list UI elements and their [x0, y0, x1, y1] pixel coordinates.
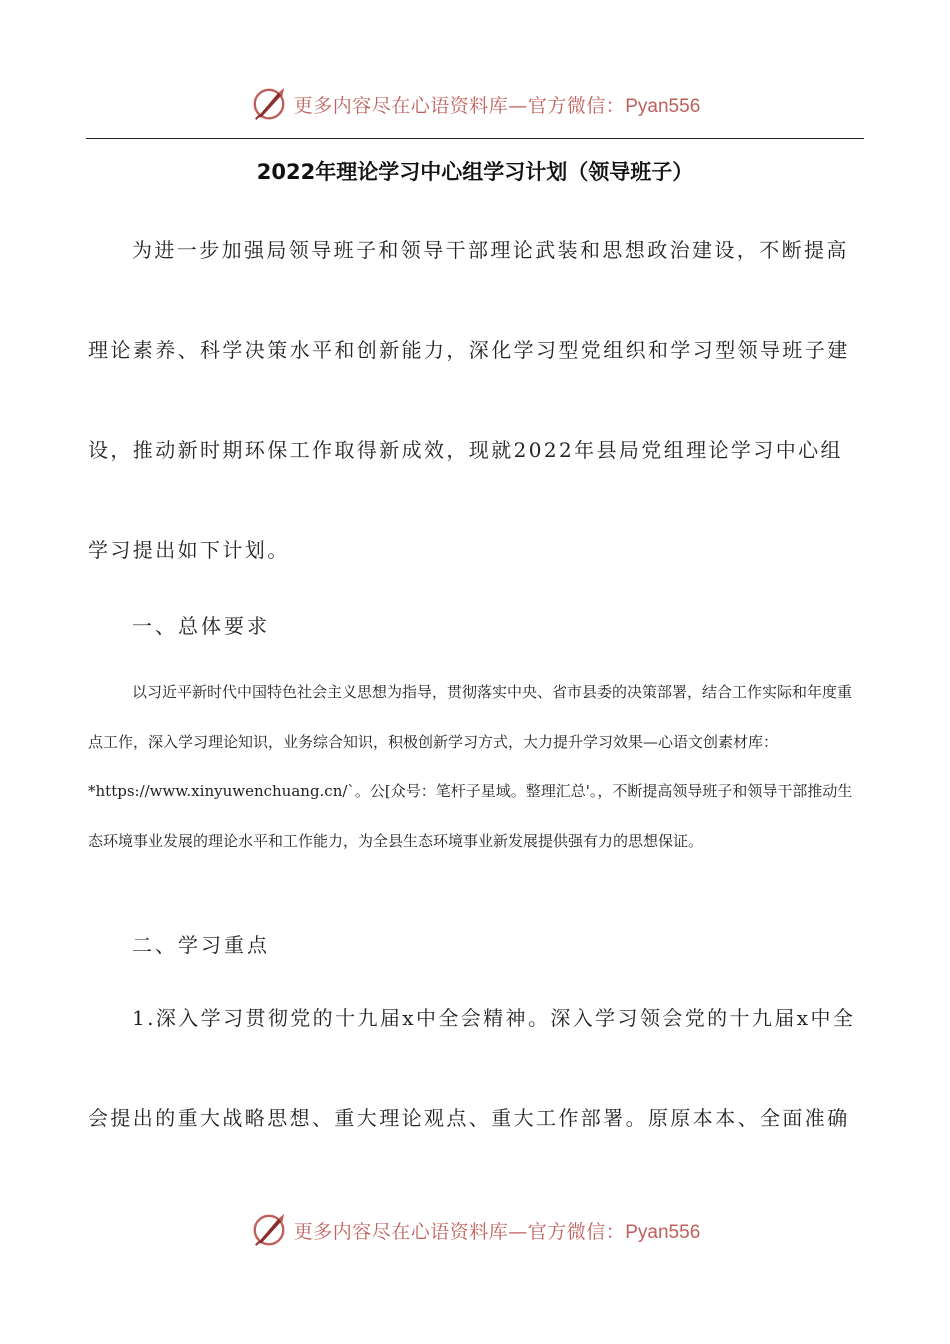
banner-wechat-id: Pyan556	[625, 95, 701, 117]
banner-slogan: 更多内容尽在心语资料库—官方微信：	[293, 1220, 626, 1243]
document-title: 2022年理论学习中心组学习计划（领导班子）	[256, 160, 694, 184]
general-requirements-body: 以习近平新时代中国特色社会主义思想为指导，贯彻落实中央、省市县委的决策部署，结合工作实际和年度重点工作，深入学习理论知识，业务综合知识，积极创新学习方式，大力提升学习效果—心语文创素材库：*https://www.xinyuwenchuang.cn/`。公[众号：笔杆子星域。整理汇总'。，不断提高领导班子和领导干部推动生态环境事业发展的理论水平和工作能力，为全县生态环境事业新发展提供强有力的思想保证。	[88, 683, 853, 850]
quill-pen-logo-icon	[250, 85, 288, 123]
banner-text	[294, 91, 701, 118]
banner-text	[294, 1217, 701, 1244]
study-focus-item-1: 1.深入学习贯彻党的十九届x中全会精神。深入学习领会党的十九届x中全会提出的重大战略思想、重大理论观点、重大工作部署。原原本本、全面准确	[88, 1006, 856, 1130]
banner-wechat-id: Pyan556	[625, 1221, 701, 1243]
section-heading-study-focus: 二、学习重点	[132, 933, 270, 957]
page-header-banner	[0, 84, 950, 124]
banner-slogan: 更多内容尽在心语资料库—官方微信：	[293, 94, 626, 117]
header-divider	[86, 138, 864, 139]
page-footer-banner	[0, 1210, 950, 1250]
section-heading-general-requirements: 一、总体要求	[132, 614, 270, 638]
intro-paragraph: 为进一步加强局领导班子和领导干部理论武装和思想政治建设，不断提高理论素养、科学决策水平和创新能力，深化学习型党组织和学习型领导班子建设，推动新时期环保工作取得新成效，现就2022年县局党组理论学习中心组学习提出如下计划。	[88, 238, 850, 562]
quill-pen-logo-icon	[250, 1211, 288, 1249]
